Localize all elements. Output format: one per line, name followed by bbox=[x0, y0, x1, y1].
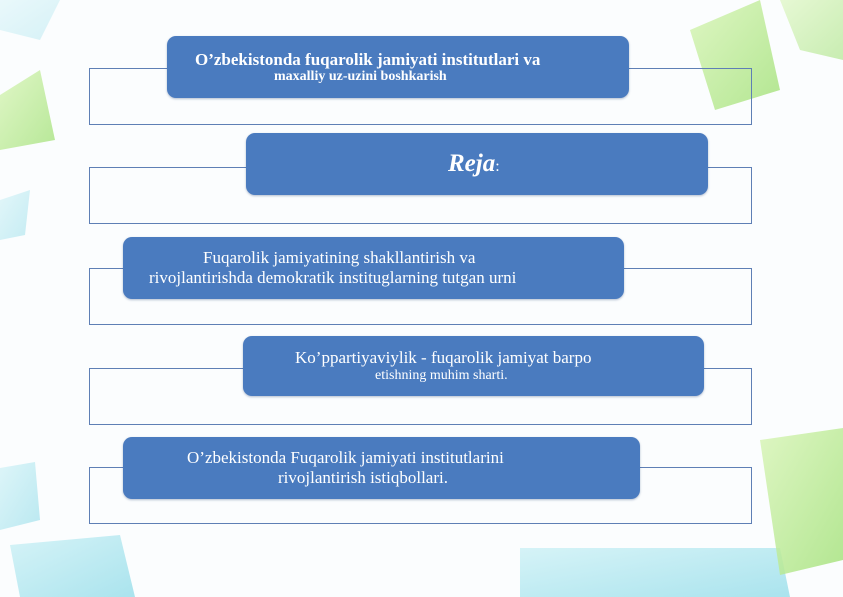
deco-shape-top-right-2 bbox=[780, 0, 843, 60]
plan-colon: : bbox=[495, 158, 500, 175]
plan-item-2 bbox=[243, 336, 704, 396]
deco-shape-bottom-right bbox=[520, 548, 790, 597]
plan-item-3 bbox=[123, 437, 640, 499]
plan-item-1-line-2: rivojlantirishda demokratik instituglarning tutgan urni bbox=[149, 268, 517, 287]
plan-heading bbox=[246, 150, 500, 178]
plan-box bbox=[246, 133, 708, 195]
deco-shape-top-left-2 bbox=[0, 0, 60, 40]
plan-item-2-line-1: Ko’ppartiyaviylik - fuqarolik jamiyat barpo bbox=[295, 348, 592, 367]
title-line-2: maxalliy uz-uzini boshkarish bbox=[274, 68, 447, 84]
plan-item-3-line-1: O’zbekistonda Fuqarolik jamiyati institutlarini bbox=[187, 448, 504, 467]
plan-item-1-line-1: Fuqarolik jamiyatining shakllantirish va bbox=[203, 248, 476, 267]
deco-shape-mid-left bbox=[0, 190, 30, 240]
deco-shape-bottom-left bbox=[0, 462, 40, 530]
plan-item-1 bbox=[123, 237, 624, 299]
deco-shape-bottom-left-2 bbox=[10, 535, 135, 597]
title-line-1: O’zbekistonda fuqarolik jamiyati institutlari va bbox=[195, 49, 541, 69]
plan-item-2-line-2: etishning muhim sharti. bbox=[375, 368, 508, 383]
title-box bbox=[167, 36, 629, 98]
plan-word: Reja bbox=[448, 150, 496, 177]
deco-shape-top-left bbox=[0, 70, 55, 150]
plan-item-3-line-2: rivojlantirish istiqbollari. bbox=[278, 468, 448, 487]
